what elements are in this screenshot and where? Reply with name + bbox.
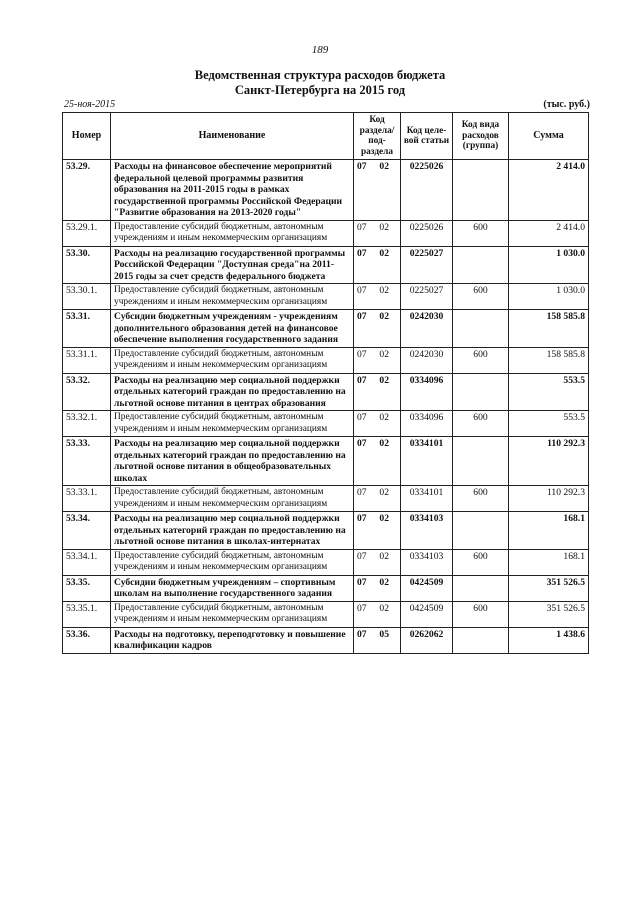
row-vr: 600 [453, 284, 509, 310]
row-number: 53.32. [63, 373, 111, 411]
row-pr: 02 [379, 412, 389, 423]
row-vr [453, 512, 509, 550]
row-vr: 600 [453, 601, 509, 627]
row-sum: 1 438.6 [509, 627, 589, 653]
row-number: 53.29.1. [63, 220, 111, 246]
row-vr [453, 160, 509, 221]
row-pr: 02 [379, 161, 389, 172]
row-name: Предоставление субсидий бюджетным, автономным учреждениям и иным некоммерческим организациям [111, 220, 354, 246]
row-name: Расходы на финансовое обеспечение мероприятий федеральной целевой программы развития образования на 2011-2015 годы в рамках государственной программы Российской Федерации "Развитие образования на 2013-2020 годы" [111, 160, 354, 221]
table-row [63, 549, 589, 575]
row-number: 53.35.1. [63, 601, 111, 627]
row-sum: 553.5 [509, 411, 589, 437]
row-razdel [354, 575, 401, 601]
row-name: Предоставление субсидий бюджетным, автономным учреждениям и иным некоммерческим организациям [111, 411, 354, 437]
row-razdel [354, 601, 401, 627]
table-header-row [63, 113, 589, 160]
row-number: 53.33. [63, 437, 111, 486]
row-pr: 02 [379, 487, 389, 498]
row-rz: 07 [357, 602, 367, 614]
row-pr: 02 [379, 576, 389, 588]
row-sum: 168.1 [509, 549, 589, 575]
row-sum: 1 030.0 [509, 246, 589, 284]
title-line-1: Ведомственная структура расходов бюджета [194, 68, 446, 82]
table-row [63, 437, 589, 486]
header-number: Номер [63, 113, 111, 160]
row-name: Предоставление субсидий бюджетным, автономным учреждениям и иным некоммерческим организациям [111, 347, 354, 373]
row-number: 53.32.1. [63, 411, 111, 437]
table-row [63, 411, 589, 437]
row-rz: 07 [357, 513, 367, 524]
row-sum: 110 292.3 [509, 437, 589, 486]
row-vr [453, 373, 509, 411]
row-pr: 02 [379, 374, 389, 386]
row-razdel [354, 437, 401, 486]
table-row [63, 575, 589, 601]
budget-table [62, 112, 589, 654]
header-razdel: Код раздела/ под- раздела [354, 113, 401, 160]
table-row [63, 347, 589, 373]
row-csr: 0334103 [401, 549, 453, 575]
row-number: 53.33.1. [63, 486, 111, 512]
row-pr: 02 [379, 285, 389, 296]
row-pr: 02 [379, 438, 389, 449]
row-sum: 158 585.8 [509, 347, 589, 373]
title-line-2: Санкт-Петербурга на 2015 год [234, 83, 406, 97]
row-razdel [354, 512, 401, 550]
row-name: Предоставление субсидий бюджетным, автономным учреждениям и иным некоммерческим организациям [111, 284, 354, 310]
row-number: 53.31.1. [63, 347, 111, 373]
row-number: 53.30.1. [63, 284, 111, 310]
row-name: Предоставление субсидий бюджетным, автономным учреждениям и иным некоммерческим организациям [111, 549, 354, 575]
row-name: Субсидии бюджетным учреждениям – спортивным школам на выполнение государственного задания [111, 575, 354, 601]
row-csr: 0334103 [401, 512, 453, 550]
row-sum: 2 414.0 [509, 220, 589, 246]
row-csr: 0242030 [401, 310, 453, 348]
row-name: Расходы на подготовку, переподготовку и повышение квалификации кадров [111, 627, 354, 653]
row-number: 53.29. [63, 160, 111, 221]
row-rz: 07 [357, 550, 367, 562]
row-csr: 0334096 [401, 373, 453, 411]
page-number: 189 [311, 44, 329, 56]
row-number: 53.34. [63, 512, 111, 550]
header-vr: Код вида расходов (группа) [453, 113, 509, 160]
table-row [63, 246, 589, 284]
header-csr: Код целе- вой статьи [401, 113, 453, 160]
row-razdel [354, 160, 401, 221]
table-row [63, 601, 589, 627]
row-razdel [354, 220, 401, 246]
row-pr: 02 [379, 221, 389, 233]
row-rz: 07 [357, 221, 367, 233]
row-csr: 0424509 [401, 575, 453, 601]
row-csr: 0225026 [401, 160, 453, 221]
row-vr: 600 [453, 411, 509, 437]
row-csr: 0225027 [401, 284, 453, 310]
row-rz: 07 [357, 628, 367, 640]
row-number: 53.30. [63, 246, 111, 284]
row-vr: 600 [453, 347, 509, 373]
row-rz: 07 [357, 348, 367, 360]
row-sum: 110 292.3 [509, 486, 589, 512]
row-rz: 07 [357, 247, 367, 259]
row-rz: 07 [357, 311, 367, 322]
row-name: Расходы на реализацию мер социальной поддержки отдельных категорий граждан по предоставлению на льготной основе питания в общеобразовательных школах [111, 437, 354, 486]
row-pr: 05 [379, 628, 389, 640]
table-row [63, 284, 589, 310]
row-name: Предоставление субсидий бюджетным, автономным учреждениям и иным некоммерческим организациям [111, 486, 354, 512]
row-name: Расходы на реализацию мер социальной поддержки отдельных категорий граждан по предоставлению на льготной основе питания в школах-интернатах [111, 512, 354, 550]
row-pr: 02 [379, 247, 389, 259]
row-csr: 0242030 [401, 347, 453, 373]
row-name: Расходы на реализацию государственной программы Российской Федерации "Доступная среда"на 2011-2015 годы за счет средств федерального бюджета [111, 246, 354, 284]
row-vr [453, 246, 509, 284]
row-sum: 553.5 [509, 373, 589, 411]
table-row [63, 627, 589, 653]
row-sum: 1 030.0 [509, 284, 589, 310]
row-pr: 02 [379, 602, 389, 614]
row-name: Субсидии бюджетным учреждениям - учреждениям дополнительного образования детей на финансовое обеспечение выполнения государственного задания [111, 310, 354, 348]
row-vr [453, 575, 509, 601]
document-date: 25-ноя-2015 [64, 99, 116, 110]
row-razdel [354, 373, 401, 411]
row-razdel [354, 627, 401, 653]
row-razdel [354, 284, 401, 310]
row-vr [453, 437, 509, 486]
row-razdel [354, 549, 401, 575]
row-csr: 0334101 [401, 437, 453, 486]
row-name: Расходы на реализацию мер социальной поддержки отдельных категорий граждан по предоставлению на льготной основе питания в центрах образования [111, 373, 354, 411]
row-number: 53.35. [63, 575, 111, 601]
row-sum: 168.1 [509, 512, 589, 550]
table-row [63, 160, 589, 221]
row-vr: 600 [453, 486, 509, 512]
row-csr: 0225027 [401, 246, 453, 284]
row-rz: 07 [357, 438, 367, 449]
row-number: 53.31. [63, 310, 111, 348]
row-razdel [354, 411, 401, 437]
row-razdel [354, 486, 401, 512]
row-razdel [354, 347, 401, 373]
row-name: Предоставление субсидий бюджетным, автономным учреждениям и иным некоммерческим организациям [111, 601, 354, 627]
row-razdel [354, 310, 401, 348]
row-vr: 600 [453, 220, 509, 246]
row-number: 53.36. [63, 627, 111, 653]
row-rz: 07 [357, 487, 367, 498]
table-row [63, 512, 589, 550]
header-name: Наименование [111, 113, 354, 160]
row-pr: 02 [379, 311, 389, 322]
table-row [63, 486, 589, 512]
table-row [63, 373, 589, 411]
row-csr: 0424509 [401, 601, 453, 627]
row-csr: 0334101 [401, 486, 453, 512]
row-vr: 600 [453, 549, 509, 575]
row-csr: 0334096 [401, 411, 453, 437]
row-csr: 0225026 [401, 220, 453, 246]
table-row [63, 310, 589, 348]
row-vr [453, 627, 509, 653]
table-row [63, 220, 589, 246]
row-pr: 02 [379, 348, 389, 360]
row-rz: 07 [357, 576, 367, 588]
row-rz: 07 [357, 161, 367, 172]
row-number: 53.34.1. [63, 549, 111, 575]
row-rz: 07 [357, 285, 367, 296]
row-csr: 0262062 [401, 627, 453, 653]
header-sum: Сумма [509, 113, 589, 160]
row-sum: 351 526.5 [509, 575, 589, 601]
row-pr: 02 [379, 513, 389, 524]
row-pr: 02 [379, 550, 389, 562]
row-rz: 07 [357, 412, 367, 423]
row-sum: 351 526.5 [509, 601, 589, 627]
row-rz: 07 [357, 374, 367, 386]
row-razdel [354, 246, 401, 284]
document-title [0, 68, 640, 98]
row-vr [453, 310, 509, 348]
row-sum: 2 414.0 [509, 160, 589, 221]
unit-label: (тыс. руб.) [543, 99, 590, 110]
row-sum: 158 585.8 [509, 310, 589, 348]
